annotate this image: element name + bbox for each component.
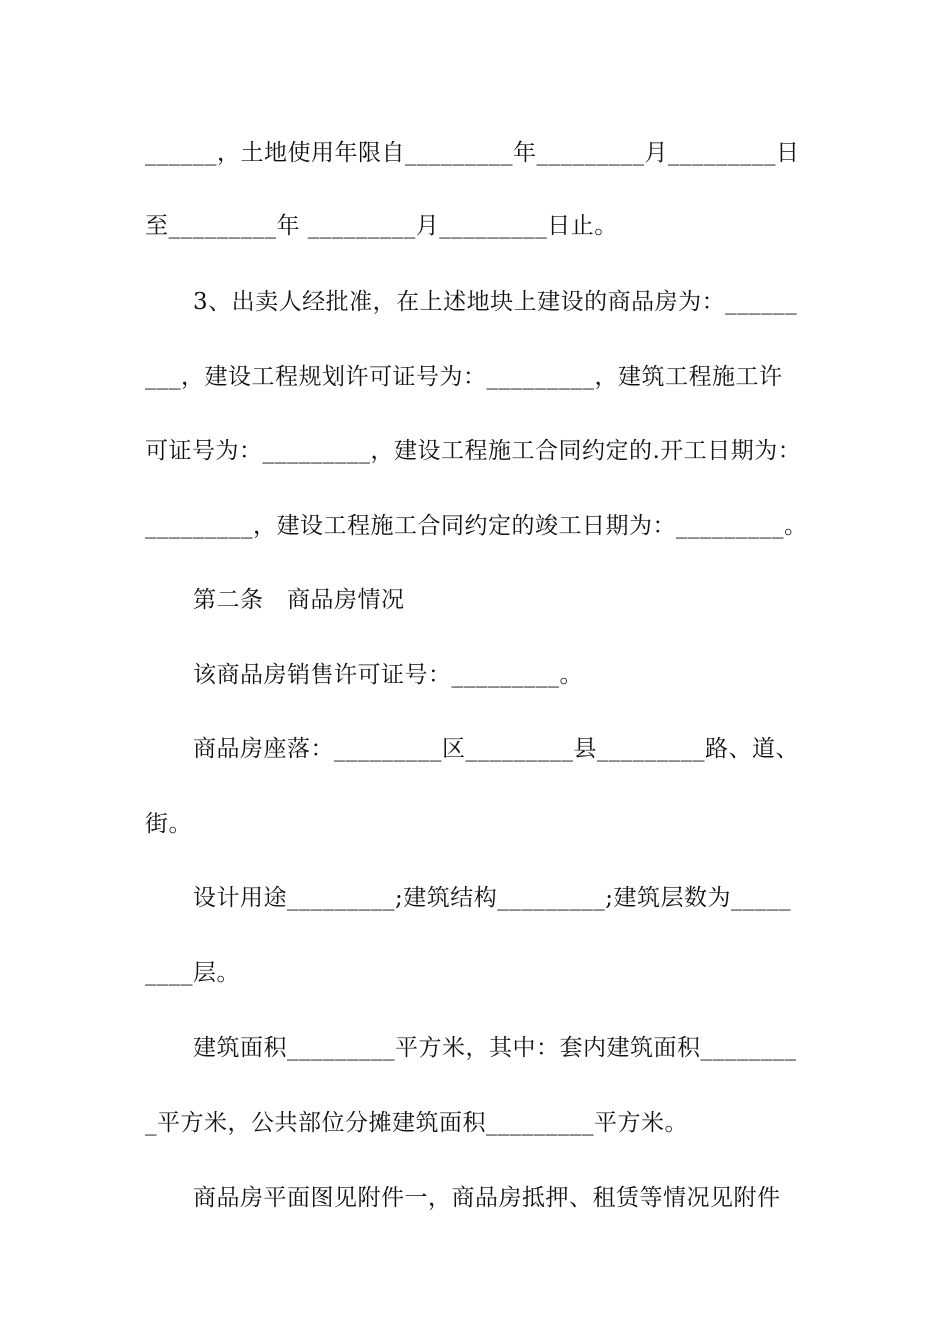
location-line-1: 商品房座落：_________区_________县_________路、道、 (193, 736, 799, 762)
article-2-heading: 第二条 商品房情况 (193, 587, 405, 613)
clause-3-line-3: 可证号为：_________，建设工程施工合同约定的.开工日期为： (145, 438, 802, 464)
land-use-term-end-line: 至_________年 _________月_________日止。 (145, 213, 618, 239)
land-use-term-line: ______，土地使用年限自_________年_________月_________日 (145, 140, 800, 166)
clause-3-line-1: 3、出卖人经批准，在上述地块上建设的商品房为：______ (193, 289, 798, 315)
design-use-line-2: ____层。 (145, 960, 240, 986)
area-line-2: _平方米，公共部位分摊建筑面积_________平方米。 (145, 1110, 688, 1136)
location-line-2: 街。 (145, 811, 192, 837)
design-use-line-1: 设计用途_________;建筑结构_________;建筑层数为_____ (193, 885, 791, 911)
area-line-1: 建筑面积_________平方米，其中：套内建筑面积________ (193, 1035, 797, 1061)
clause-3-line-2: ___，建设工程规划许可证号为：_________，建筑工程施工许 (145, 364, 783, 390)
sales-permit-line: 该商品房销售许可证号：_________。 (193, 662, 583, 688)
floor-plan-line: 商品房平面图见附件一，商品房抵押、租赁等情况见附件 (193, 1185, 781, 1211)
clause-3-line-4: _________，建设工程施工合同约定的竣工日期为：_________。 (145, 513, 808, 539)
